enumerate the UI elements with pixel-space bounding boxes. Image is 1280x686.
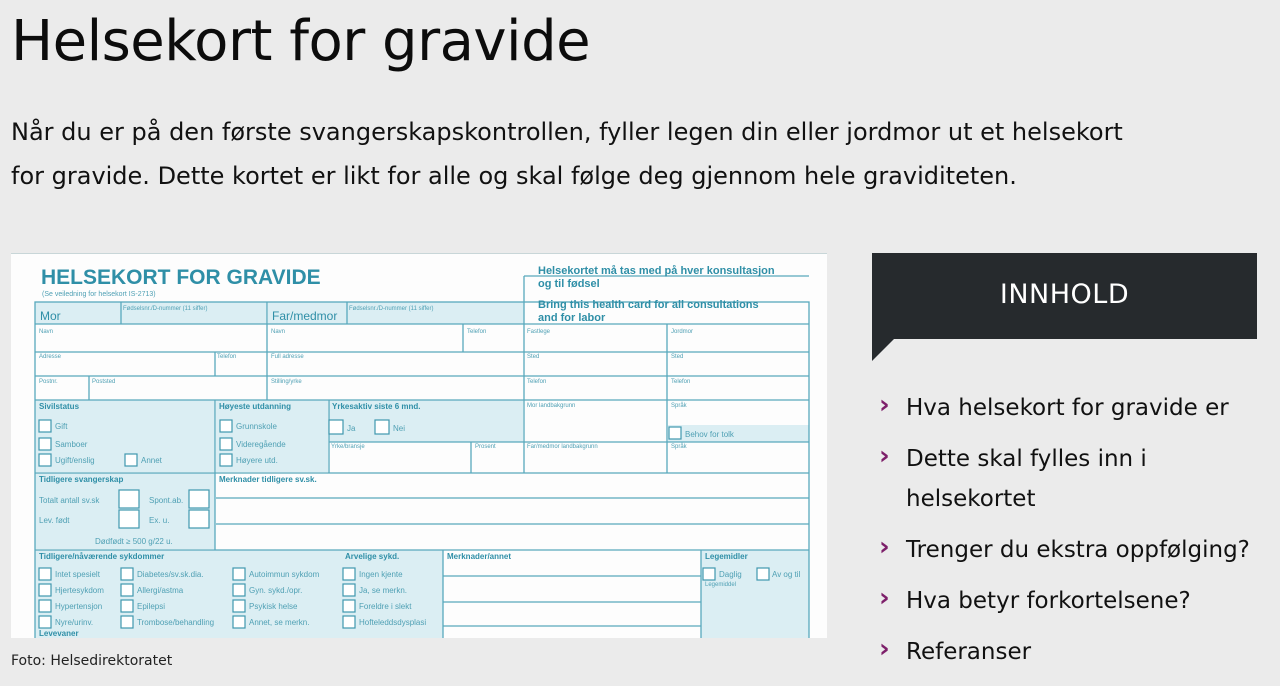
card-section-sivilstatus: Sivilstatus [39,402,80,411]
card-label-stilling: Stilling/yrke [271,379,302,385]
lead-line-2: for gravide. Dette kortet er likt for alle og skal følge deg gjennom hele graviditeten. [11,162,1017,190]
card-notice-en-1: Bring this health card for all consultations [538,299,759,311]
card-option-nei: Nei [393,424,406,433]
card-label-navn-far: Navn [271,329,286,335]
card-option-hjertesykdom: Hjertesykdom [55,586,104,595]
card-option-hofte: Hofteleddsdysplasi [359,618,427,627]
card-option-annet-merkn: Annet, se merkn. [249,618,310,627]
card-section-yrkesaktiv: Yrkesaktiv siste 6 mnd. [332,402,421,411]
card-label-sprak-1: Språk [671,403,687,409]
chevron-right-icon: › [879,390,890,420]
toc-link-hva-helsekort[interactable] [872,388,1272,428]
toc-link-label: Referanser [906,639,1032,665]
toc-link-label-line-2: helsekortet [906,486,1036,512]
chevron-right-icon: › [879,532,890,562]
toc-link-label: Trenger du ekstra oppfølging? [906,537,1250,563]
card-section-tidligere-svangerskap: Tidligere svangerskap [39,475,124,484]
health-card-drawing [11,254,827,638]
card-label-totalt-antall: Totalt antall sv.sk [39,496,100,505]
card-label-telefon-4: Telefon [671,379,691,385]
card-label-jordmor: Jordmor [671,329,694,335]
card-section-legemidler: Legemidler [705,552,748,561]
card-label-sted-2: Sted [671,354,684,360]
card-label-spont-ab: Spont.ab. [149,496,184,505]
toc-header [872,253,1257,339]
card-label-full-adresse: Full adresse [271,354,304,360]
lead-paragraph [11,110,1201,198]
card-option-ja-se-merkn: Ja, se merkn. [359,586,408,595]
card-label-fodselsnr-far: Fødselsnr./D-nummer (11 siffer) [349,306,434,312]
card-label-lev-fodt: Lev. født [39,516,70,525]
card-notice-en-2: and for labor [538,312,606,324]
card-option-epilepsi: Epilepsi [137,602,166,611]
card-label-dodfodt: Dødfødt ≥ 500 g/22 u. [95,537,173,546]
card-section-merknader-annet: Merknader/annet [447,552,512,561]
card-label-telefon-mor: Telefon [217,354,237,360]
chevron-right-icon: › [879,634,890,664]
card-label-fastlege: Fastlege [527,329,551,335]
card-subheading: (Se veiledning for helsekort IS-2713) [42,291,156,298]
card-option-diabetes: Diabetes/sv.sk.dia. [137,570,204,579]
card-section-utdanning: Høyeste utdanning [219,402,292,411]
card-option-hypertensjon: Hypertensjon [55,602,103,611]
card-label-far-landbakgrunn: Far/medmor landbakgrunn [527,444,598,450]
card-label-poststed: Poststed [92,379,116,385]
card-option-ingen-kjente: Ingen kjente [359,570,403,579]
card-label-navn-mor: Navn [39,329,54,335]
card-label-mor: Mor [40,309,61,323]
page-title: Helsekort for gravide [11,9,591,74]
card-section-sykdommer: Tidligere/nåværende sykdommer [39,552,165,561]
card-label-sprak-2: Språk [671,444,687,450]
toc-link-forkortelsene[interactable] [872,581,1272,621]
card-section-levevaner: Levevaner [39,629,79,638]
card-option-trombose: Trombose/behandling [137,618,215,627]
card-option-ja: Ja [347,424,356,433]
chevron-right-icon: › [879,583,890,613]
card-label-far: Far/medmor [272,309,338,323]
card-notice-no-2: og til fødsel [538,278,600,290]
card-section-merknader-tidligere: Merknader tidligere sv.sk. [219,475,317,484]
card-label-sted-1: Sted [527,354,540,360]
card-option-allergi: Allergi/astma [137,586,184,595]
card-option-psykisk: Psykisk helse [249,602,298,611]
toc-title: INNHOLD [999,279,1130,310]
card-option-hoyere-utd: Høyere utd. [236,456,278,465]
card-option-annet: Annet [141,456,162,465]
card-label-telefon-far: Telefon [467,329,487,335]
card-option-daglig: Daglig [719,570,742,579]
toc-link-ekstra-oppfolging[interactable] [872,530,1272,570]
card-option-gyn: Gyn. sykd./opr. [249,586,303,595]
toc-header-notch [872,339,894,361]
toc-link-label-line-1: Dette skal fylles inn i [906,446,1147,472]
card-option-samboer: Samboer [55,440,88,449]
card-label-yrke-bransje: Yrke/bransje [331,444,365,450]
lead-line-1: Når du er på den første svangerskapskontrollen, fyller legen din eller jordmor ut et helsekort [11,118,1123,146]
card-option-grunnskole: Grunnskole [236,422,277,431]
card-option-autoimmun: Autoimmun sykdom [249,570,320,579]
card-label-ex-u: Ex. u. [149,516,170,525]
card-option-gift: Gift [55,422,68,431]
card-section-arvelige: Arvelige sykd. [345,552,400,561]
card-label-legemiddel: Legemiddel [705,582,737,588]
card-heading: HELSEKORT FOR GRAVIDE [41,266,321,289]
card-label-prosent: Prosent [475,444,496,450]
card-label-postnr: Postnr. [39,379,58,385]
card-option-intet-spesielt: Intet spesielt [55,570,100,579]
card-option-av-og-til: Av og til [772,570,801,579]
card-label-adresse: Adresse [39,354,62,360]
toc-link-label: Hva betyr forkortelsene? [906,588,1191,614]
image-caption: Foto: Helsedirektoratet [11,653,173,669]
card-option-behov-tolk: Behov for tolk [685,430,734,439]
card-label-fodselsnr-mor: Fødselsnr./D-nummer (11 siffer) [123,306,208,312]
card-notice-no-1: Helsekortet må tas med på hver konsultasjon [538,265,775,277]
card-label-telefon-3: Telefon [527,379,547,385]
card-option-nyre: Nyre/urinv. [55,618,94,627]
card-option-foreldre: Foreldre i slekt [359,602,412,611]
chevron-right-icon: › [879,441,890,471]
toc-link-label: Hva helsekort for gravide er [906,395,1229,421]
card-option-videregaende: Videregående [236,440,286,449]
toc-link-referanser[interactable] [872,632,1272,672]
toc-list [872,388,1272,683]
toc-link-dette-skal-fylles-inn[interactable] [872,439,1272,519]
health-card-image [11,253,827,638]
card-label-mor-landbakgrunn: Mor landbakgrunn [527,403,576,409]
card-option-ugift: Ugift/enslig [55,456,95,465]
